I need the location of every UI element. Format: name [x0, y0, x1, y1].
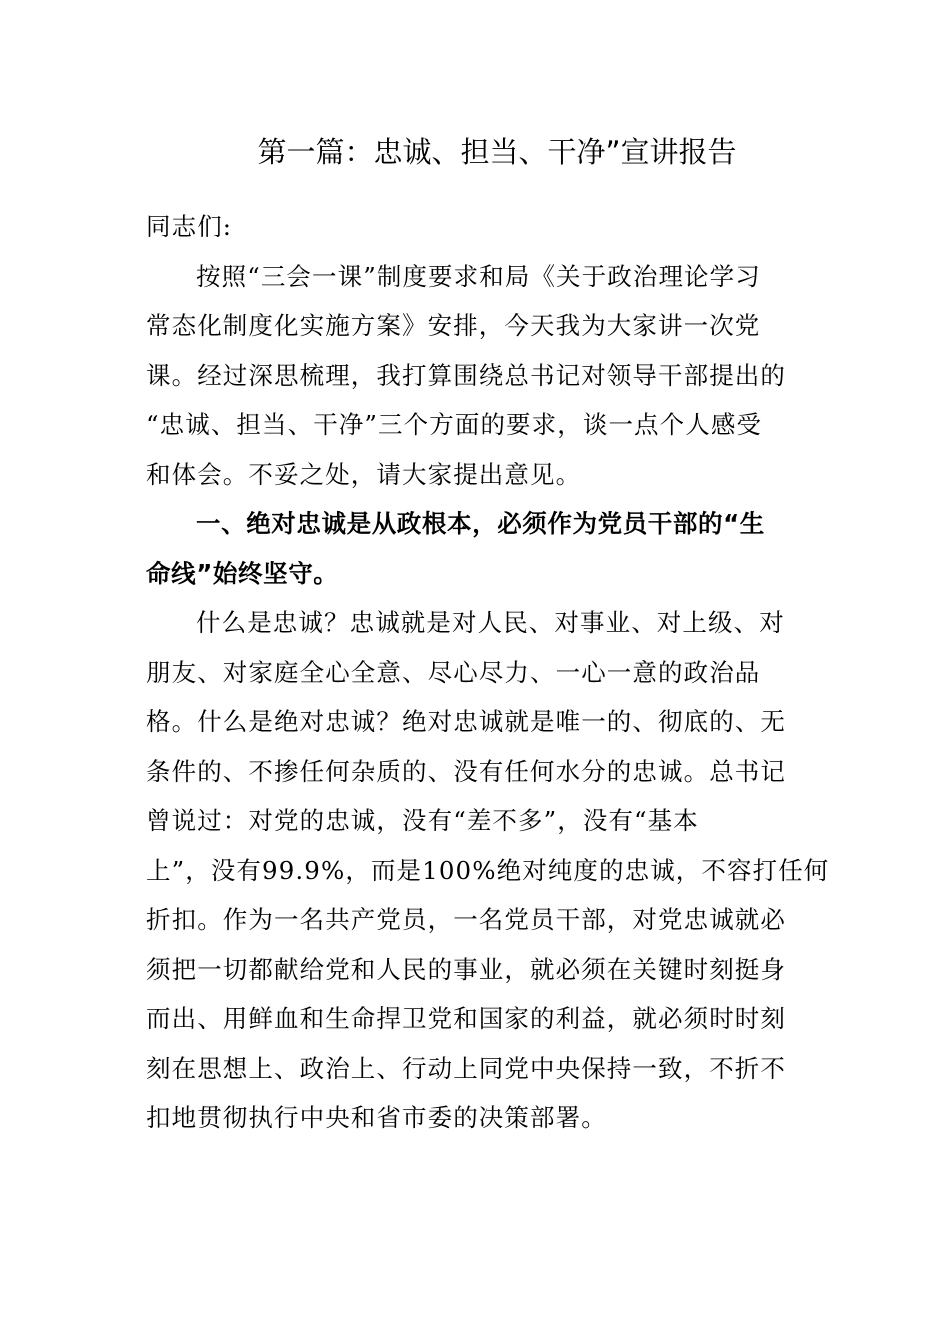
paragraph-line: 格。什么是绝对忠诚？绝对忠诚就是唯一的、彻底的、无 [146, 707, 786, 736]
paragraph-line: 上”，没有99.9%，而是100%绝对纯度的忠诚，不容打任何 [146, 855, 830, 885]
paragraph-line: 曾说过：对党的忠诚，没有“差不多”，没有“基本 [146, 806, 699, 835]
paragraph-line: 按照“三会一课”制度要求和局《关于政治理论学习 [196, 261, 761, 291]
document-body [146, 202, 830, 1143]
paragraph-line: 刻在思想上、政治上、行动上同党中央保持一致，不折不 [146, 1053, 786, 1083]
paragraph-line: “忠诚、担当、干净”三个方面的要求，谈一点个人感受 [146, 410, 763, 439]
section-heading-line: 一、绝对忠诚是从政根本，必须作为党员干部的“生 [196, 509, 765, 538]
paragraph-line: 扣地贯彻执行中央和省市委的决策部署。 [146, 1103, 607, 1132]
document-title: 第一篇：忠诚、担当、干净”宣讲报告 [257, 135, 737, 169]
paragraph-line: 和体会。不妥之处，请大家提出意见。 [146, 459, 582, 489]
paragraph-line: 什么是忠诚？忠诚就是对人民、对事业、对上级、对 [196, 608, 785, 637]
paragraph-line: 课。经过深思梳理，我打算围绕总书记对领导干部提出的 [146, 360, 786, 390]
section-heading-line: 命线”始终坚守。 [146, 558, 339, 588]
paragraph-line: 折扣。作为一名共产党员，一名党员干部，对党忠诚就必 [146, 905, 786, 934]
salutation: 同志们: [146, 212, 233, 241]
paragraph-line: 而出、用鲜血和生命捍卫党和国家的利益，就必须时时刻 [146, 1004, 786, 1033]
paragraph-line: 朋友、对家庭全心全意、尽心尽力、一心一意的政治品 [146, 657, 761, 687]
paragraph-line: 常态化制度化实施方案》安排，今天我为大家讲一次党 [146, 311, 761, 340]
paragraph-line: 须把一切都献给党和人民的事业，就必须在关键时刻挺身 [146, 954, 786, 984]
paragraph-line: 条件的、不掺任何杂质的、没有任何水分的忠诚。总书记 [146, 756, 786, 786]
